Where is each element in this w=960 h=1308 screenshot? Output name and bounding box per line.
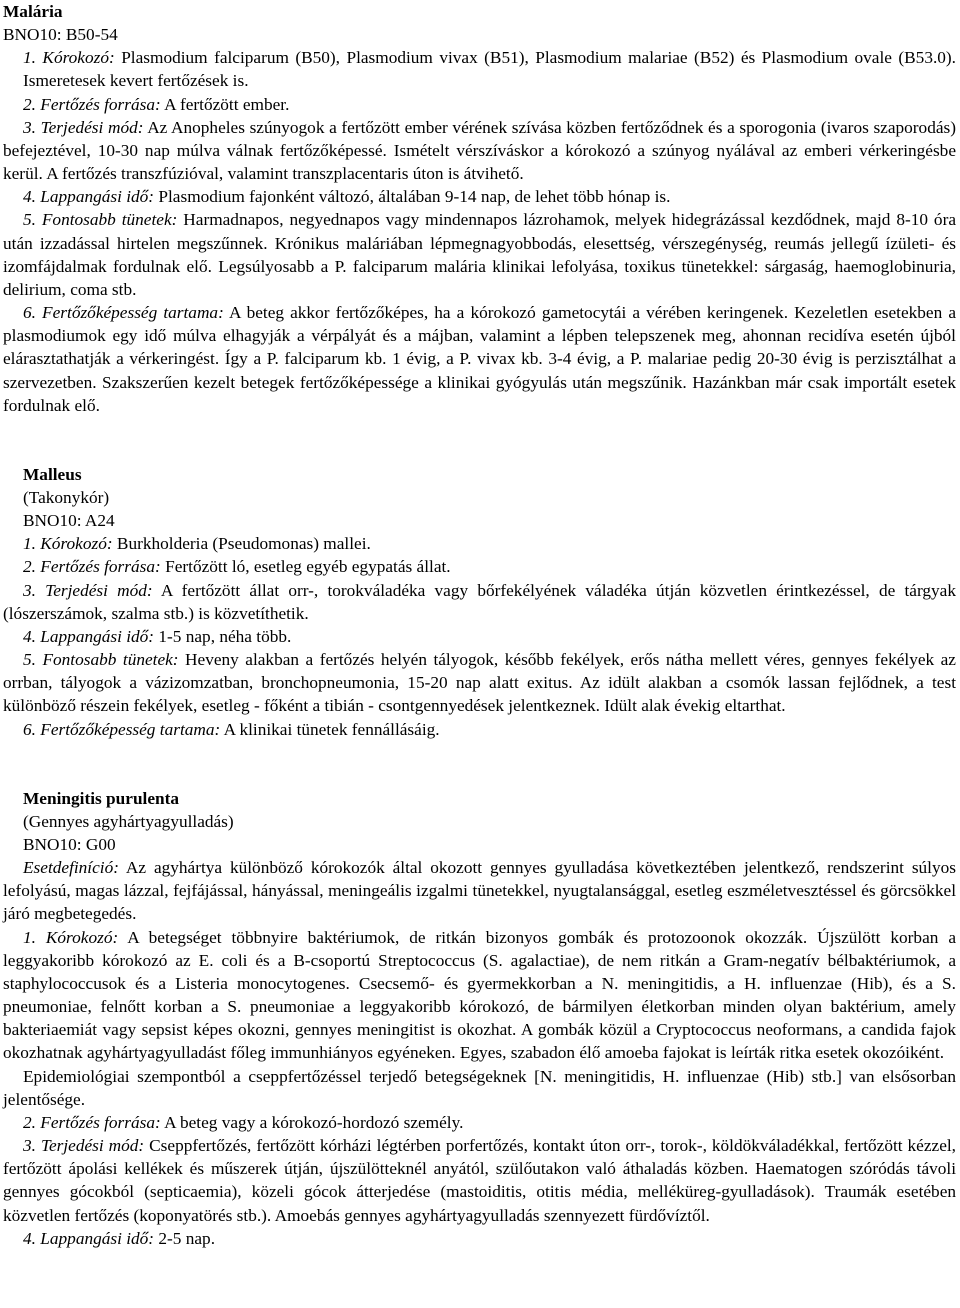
section-malleus [3,463,956,741]
label: 5. Fontosabb tünetek: [23,210,178,230]
label: 5. Fontosabb tünetek: [23,650,179,670]
paragraph-definition [3,856,956,925]
section-malaria [3,0,956,417]
icd-code: BNO10: G00 [23,835,116,854]
section-title: Malária [3,2,63,21]
paragraph-source [3,1111,956,1134]
label: 3. Terjedési mód: [23,580,153,600]
section-subtitle: (Takonykór) [23,487,110,507]
paragraph-pathogen [3,532,956,555]
paragraph-transmission [3,1134,956,1227]
text: A betegséget többnyire baktériumok, de ritkán bizonyos gombák és protozoonok okozzák. Újszülött korban a leggyakoribb kórokozó az E. coli és a B-csoportú Streptococcus (S. agalactiae), de nem ritkán a Gram-negatív bélbaktériumok, a staphylococcusok és a Listeria monocytogenes. Csecsemő- és gyermekkorban a N. meningitidis, a H. influenzae (Hib), és a S. pneumoniae, felnőtt korban a S. pneumoniae a leggyakoribb kórokozó, de bármilyen életkorban minden olyan baktérium, amely bakteriaemiát vagy sepsist képes okozni, gennyes meningitist is okozhat. A gombák közül a Cryptococcus neoformans, a candida fajok okozhatnak agyhártyagyulladást főleg immunhiányos egyéneken. Egyes, szabadon élő amoeba fajokat is leírták ritka esetek okozóiként. [3,927,956,1063]
paragraph-source [3,555,956,578]
label: 2. Fertőzés forrása: [23,94,161,114]
section-spacer [3,741,956,787]
icd-code: BNO10: A24 [23,511,115,531]
section-spacer [3,417,956,463]
label: 3. Terjedési mód: [23,1136,145,1156]
label: 1. Kórokozó: [23,534,113,554]
text: 1-5 nap, néha több. [154,626,292,646]
label: 3. Terjedési mód: [23,117,144,137]
text: Az agyhártya különböző kórokozók által okozott gennyes gyulladása következtében jelentkező, rendszerint súlyos lefolyású, magas lázzal, fejfájással, hányással, meningeális izgalmi tünetekkel, nyugtalansággal, esetleg eszméletvesztéssel és görcsökkel járó megbetegedés. [3,858,956,924]
paragraph-pathogen [3,926,956,1065]
paragraph-symptoms [3,648,956,717]
text: Fertőzött ló, esetleg egyéb egypatás állat. [160,557,451,577]
label: 1. Kórokozó: [23,48,115,68]
label: 4. Lappangási idő: [23,626,155,646]
label: 2. Fertőzés forrása: [23,1112,161,1132]
text: Cseppfertőzés, fertőzött kórházi légtérben porfertőzés, kontakt úton orr-, torok-, köldökváladékkal, fertőzött kézzel, fertőzött ápolási kellékek és műszerek útján, újszülötteknél anyától, szülőutakon való áthaladás közben. Haematogen szóródás távoli gennyes gócokból (septicaemia), közeli gócok átterjedése (mastoiditis, otitis média, melléküreg-gyulladások). Traumák esetében közvetlen fertőzés (koponyatörés stb.). Amoebás gennyes agyhártyagyulladás szennyezett fürdővíztől. [3,1136,956,1225]
section-title: Meningitis purulenta [23,788,180,808]
label: 6. Fertőzőképesség tartama: [23,303,224,323]
text: A beteg vagy a kórokozó-hordozó személy. [160,1112,464,1132]
text: Az Anopheles szúnyogok a fertőzött ember vérének szívása közben fertőződnek és a sporogonia (ivaros szaporodás) befejeztével, 10-30 nap múlva válnak fertőzőképessé. Ismételt vérszíváskor a kórokozó a szúnyog nyálával az emberi vérkeringésbe kerül. A fertőzés transzfúzióval, valamint transzplacentaris úton is átvihető. [3,117,956,184]
icd-code: BNO10: B50-54 [3,25,118,45]
paragraph-infectivity [3,301,956,417]
paragraph-transmission [3,116,956,185]
label: 4. Lappangási idő: [23,187,155,207]
text: A fertőzött ember. [160,94,290,114]
section-subtitle: (Gennyes agyhártyagyulladás) [23,811,234,831]
label: 4. Lappangási idő: [23,1228,155,1248]
paragraph-pathogen [3,46,956,92]
paragraph-epidemiology: Epidemiológiai szempontból a cseppfertőzéssel terjedő betegségeknek [N. meningitidis, H. influenzae (Hib) stb.] van elsősorban jelentősége. [3,1066,956,1109]
paragraph-transmission [3,579,956,625]
text: Harmadnapos, negyednapos vagy mindennapos lázrohamok, melyek hidegrázással kezdődnek, majd 8-10 óra után izzadással hirtelen megszűnnek. Krónikus maláriában lépmegnagyobbodás, elesettség, vérszegénység, reumás jellegű ízületi- és izomfájdalmak fordulnak elő. Legsúlyosabb a P. falciparum malária klinikai lefolyása, toxikus tünetekkel: sárgaság, haemoglobinuria, delirium, coma stb. [3,210,956,299]
text: Heveny alakban a fertőzés helyén tályogok, később fekélyek, erős nátha mellett véres, gennyes fekélyek az orrban, tályogok a vázizomzatban, bronchopneumonia, 15-20 nap alatt exitus. Az idült alakban a csomók lassan fejlődnek, a test különböző részein fekélyek, esetleg - főként a tibián - csontgennyedések jelentkeznek. Idült alak évekig eltarthat. [3,650,956,716]
paragraph-infectivity [3,718,956,741]
paragraph-symptoms [3,208,956,301]
text: Plasmodium fajonként változó, általában 9-14 nap, de lehet több hónap is. [154,187,671,207]
text: A klinikai tünetek fennállásáig. [220,719,440,739]
text: Burkholderia (Pseudomonas) mallei. [112,534,371,554]
text: A fertőzött állat orr-, torokváladéka vagy bőrfekélyének váladéka útján közvetlen érintkezéssel, de tárgyak (lószerszámok, szalma stb.) is közvetíthetik. [3,580,956,623]
text: 2-5 nap. [154,1228,216,1248]
paragraph-source [3,93,956,116]
label: 6. Fertőzőképesség tartama: [23,719,221,739]
paragraph-incubation [3,1227,956,1250]
text: A beteg akkor fertőzőképes, ha a kórokozó gametocytái a vérében keringenek. Kezeletlen esetekben a plasmodiumok egy idő múlva elhagyják a vérpályát és a májban, valamint a lépben telepszenek meg, ahonnan recidíva esetén újból elárasztathatják a vérkeringést. Így a P. falciparum kb. 1 évig, a P. vivax kb. 3-4 évig, a P. malariae pedig 20-30 évig is perzisztálhat a szervezetben. Szakszerűen kezelt betegek fertőzőképessége a klinikai gyógyulás után megszűnik. Hazánkban már csak importált esetek fordulnak elő. [3,303,956,415]
label: 1. Kórokozó: [23,927,119,947]
section-title: Malleus [23,464,82,484]
paragraph-incubation [3,625,956,648]
section-meningitis [3,787,956,1250]
paragraph-incubation [3,185,956,208]
label: 2. Fertőzés forrása: [23,557,161,577]
text: Plasmodium falciparum (B50), Plasmodium vivax (B51), Plasmodium malariae (B52) és Plasmodium ovale (B53.0). Ismeretesek kevert fertőzések is. [23,48,956,91]
label: Esetdefiníció: [23,858,119,878]
